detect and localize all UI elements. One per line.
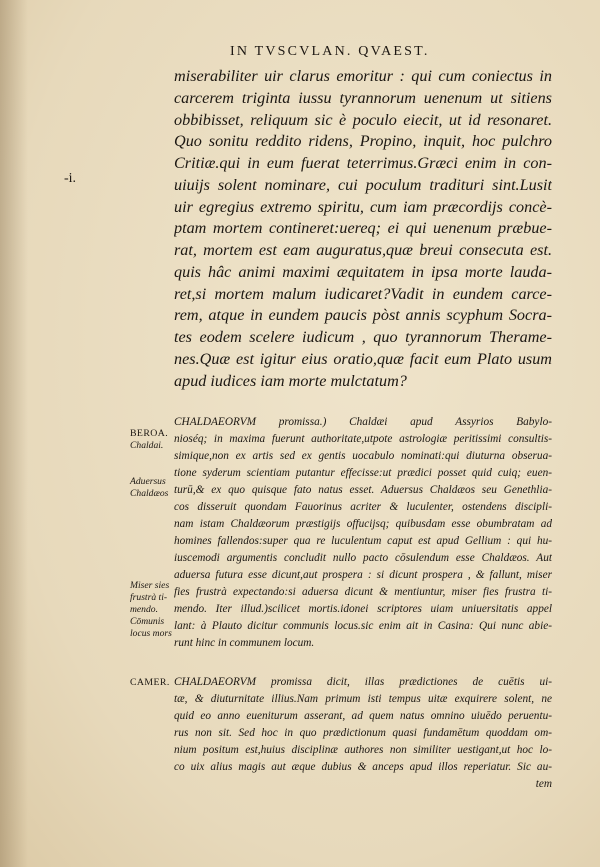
main-text [174, 66, 552, 392]
main-line: apud iudices iam morte mulctatum? [174, 371, 407, 390]
commentary-line: nium positum est,huius disciplinæ authores non similiter uestigant,ut hoc lo- [174, 744, 552, 756]
commentary-block-camer [174, 674, 552, 793]
main-line: carcerem triginta iussu tyrannorum uenenum ut sitiens [174, 88, 552, 107]
commentary-line: homines fallendos:super qua re luculentum caput est apud Gellium : qui hu- [174, 535, 552, 547]
commentary-line: rus non sit. Sed hoc in quo prædictionum quasi fundamētum quoddam om- [174, 727, 552, 739]
main-line: nes.Quæ est igitur eius oratio,quæ facit eum Plato usum [174, 349, 552, 368]
side-note-chaldai: Chaldai. [130, 440, 164, 451]
margin-mark: -i. [64, 171, 77, 186]
main-line: Critiæ.qui in eum fuerat teterrimus.Græci enim in con- [174, 154, 552, 172]
commentary-line: quid eo anno eueniturum asserant, ad quem natus omnino uiuēdo peruentu- [174, 710, 552, 722]
main-line: uiuijs solent nominare, cui poculum tradituri sint.Lusit [174, 175, 552, 194]
main-line: ptam mortem contineret:uereq; ei qui uenenum præbue- [174, 219, 552, 238]
side-note-frustra: frustrà ti- [130, 592, 168, 603]
main-line: rem, atque in eundem paucis pòst annis scyphum Socra- [174, 306, 552, 325]
commentary-line: simique,non ex artis sed ex gentis uocabulo nominati:qui diuturna obserua- [174, 450, 552, 462]
commentary-line: iuscemodi argumentis concludit nullo pacto cōsulendum esse Chaldæos. Aut [174, 552, 552, 564]
commentary-line: lant: à Plauto dicitur communis locus.sic enim ait in Casina: Qui nunc abie- [174, 620, 552, 632]
side-note-mendo: mendo. [130, 604, 158, 615]
commentary-line: mendo. Iter illud.)scilicet mortis.idonei scriptores uiam uniuersitatis appel [174, 603, 552, 615]
commentary-line: aduersa futura esse dicunt,aut prospera : si dicunt prospera , & fallunt, miser [174, 569, 552, 581]
commentary-line: co uix alius magis aut æque dubius & anceps apud illos reperiatur. Sic au- [174, 761, 552, 773]
commentary-line: cos disseruit quondam Fauorinus acriter & luculenter, ostendens discipli- [174, 501, 552, 513]
commentary-line: runt hinc in communem locum. [174, 637, 315, 649]
commentary-line: tione syderum scientiam putantur effecisse:ut prædici posset quid cuiq; euen- [174, 467, 552, 479]
main-line: tes eodem scelere iudicum , quo tyrannorum Therame- [174, 328, 552, 346]
side-note-chaldaeos: Chaldæos [130, 488, 169, 499]
commentary-line: fies frustrà expectando:si aduersa dicunt & mentiuntur, miser fies frustra ti- [174, 586, 552, 598]
main-line: Quo sonitu reddito ridens, Propino, inquit, hoc pulchro [174, 132, 552, 151]
commentary-block-chaldaeorum [174, 414, 552, 652]
side-note-locus-mors: locus mors [130, 628, 172, 639]
main-line: ret,si mortem malum iudicaret?Vadit in eundem carce- [174, 284, 552, 303]
commentary-line: CHALDAEORVM promissa dicit, illas prædictiones de cuētis ui- [174, 676, 552, 688]
running-head: IN TVSCVLAN. QVAEST. [230, 44, 430, 59]
side-note-camer: CAMER. [130, 677, 170, 688]
commentary-line: CHALDAEORVM promissa.) Chaldæi apud Assyrios Babylo- [174, 416, 552, 428]
gutter-shadow [0, 0, 28, 867]
commentary-line: tæ, & diuturnitate illius.Nam primum isti tempus uitæ exquirere solent, ne [174, 693, 552, 705]
side-note-beroa: BEROA. [130, 428, 169, 439]
commentary-line: nioséq; in maxima fuerunt authoritate,utpote astrologiæ peritissimi consultis- [174, 433, 552, 445]
main-line: quis hâc animi maximi æquitatem in ipsa morte lauda- [174, 262, 552, 281]
main-line: obbibisset, reliquum sic è poculo eiecit, ut id resonaret. [174, 110, 552, 129]
side-note-miser-fies: Miser sies [130, 580, 170, 591]
commentary-line: nam istam Chaldæorum præstigijs offucijsq; quibusdam esse obumbratam ad [174, 518, 552, 530]
commentary-line: turū,& ex quo quisque fato natus esset. Aduersus Chaldæos seu Genethlia- [174, 484, 552, 496]
side-note-communis: Cōmunis [130, 616, 165, 627]
main-line: rat, mortem est eam auguratus,quæ breui consecuta est. [174, 241, 552, 259]
side-note-aduersus: Aduersus [130, 476, 166, 487]
commentary-line: tem [535, 778, 552, 790]
main-line: miserabiliter uir clarus emoritur : qui cum coniectus in [174, 67, 552, 85]
main-line: uir egregius extremo spiritu, cum iam præcordijs concè- [174, 197, 552, 216]
